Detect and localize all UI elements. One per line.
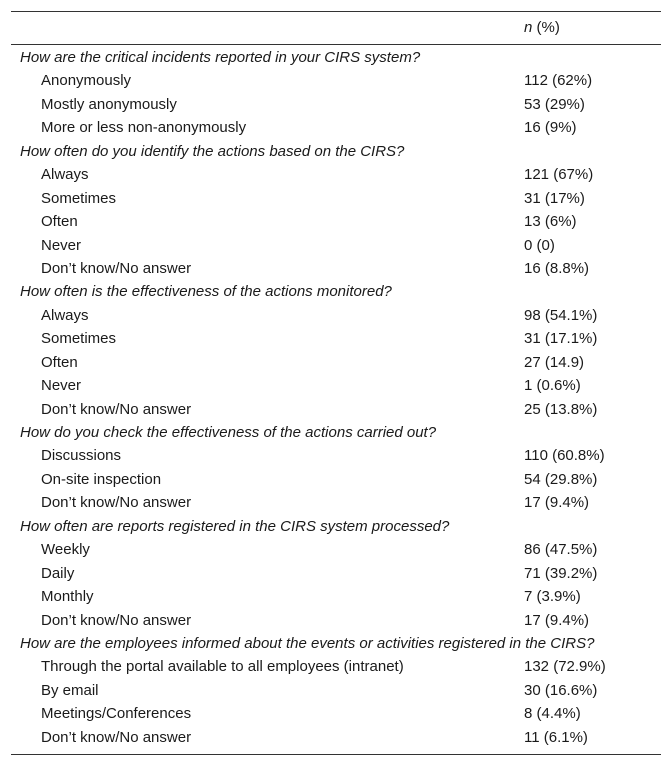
- answer-label: Don’t know/No answer: [41, 494, 192, 512]
- answer-row: [11, 327, 661, 350]
- answer-row: [11, 304, 661, 327]
- answer-value: 53 (29%): [524, 95, 585, 113]
- answer-row: [11, 726, 661, 749]
- answer-value: 112 (62%): [524, 72, 593, 90]
- answer-value: 16 (9%): [524, 119, 577, 137]
- question-text: How often is the effectiveness of the actions monitored?: [20, 283, 392, 301]
- answer-label: Never: [41, 236, 82, 254]
- answer-value: 17 (9.4%): [524, 494, 590, 512]
- answer-label: Often: [41, 213, 78, 231]
- answer-row: [11, 374, 661, 397]
- answer-row: [11, 444, 661, 467]
- question-row: [11, 632, 661, 655]
- answer-value: 11 (6.1%): [524, 728, 588, 746]
- answer-value: 121 (67%): [524, 166, 594, 184]
- question-text: How often do you identify the actions based on the CIRS?: [20, 142, 405, 160]
- answer-row: [11, 538, 661, 561]
- answer-value: 8 (4.4%): [524, 705, 581, 723]
- answer-label: Anonymously: [41, 72, 132, 90]
- answer-row: [11, 468, 661, 491]
- answer-row: [11, 187, 661, 210]
- answer-row: [11, 562, 661, 585]
- answer-value: 71 (39.2%): [524, 564, 598, 582]
- answer-row: [11, 257, 661, 280]
- answer-value: 17 (9.4%): [524, 611, 590, 629]
- answer-label: Don’t know/No answer: [41, 400, 192, 418]
- answer-label: More or less non-anonymously: [41, 119, 247, 137]
- question-row: [11, 421, 661, 444]
- question-row: [11, 280, 661, 303]
- answer-label: Mostly anonymously: [41, 95, 177, 113]
- answer-label: Through the portal available to all employees (intranet): [41, 658, 404, 676]
- answer-row: [11, 491, 661, 514]
- answer-row: [11, 116, 661, 139]
- answer-label: Weekly: [41, 541, 90, 559]
- answer-value: 16 (8.8%): [524, 259, 590, 277]
- answer-row: [11, 609, 661, 632]
- answer-value: 13 (6%): [524, 213, 577, 231]
- answer-row: [11, 234, 661, 257]
- answer-value: 86 (47.5%): [524, 541, 598, 559]
- question-row: [11, 140, 661, 163]
- answer-value: 31 (17.1%): [524, 330, 598, 348]
- question-text: How often are reports registered in the CIRS system processed?: [20, 517, 450, 535]
- question-text: How are the employees informed about the events or activities registered in the CIRS?: [20, 634, 595, 652]
- answer-row: [11, 585, 661, 608]
- answer-label: Never: [41, 377, 82, 395]
- answer-label: Discussions: [41, 447, 122, 465]
- answer-label: Don’t know/No answer: [41, 728, 192, 746]
- answer-row: [11, 398, 661, 421]
- answer-value: 98 (54.1%): [524, 306, 598, 324]
- answer-label: Always: [41, 306, 89, 324]
- survey-table: [11, 11, 661, 755]
- answer-value: 31 (17%): [524, 189, 585, 207]
- answer-row: [11, 163, 661, 186]
- answer-row: [11, 702, 661, 725]
- table-header: [11, 12, 661, 45]
- question-text: How do you check the effectiveness of the actions carried out?: [20, 424, 437, 441]
- answer-label: Sometimes: [41, 330, 117, 348]
- answer-label: Monthly: [41, 588, 94, 606]
- answer-row: [11, 69, 661, 92]
- question-row: [11, 515, 661, 538]
- answer-row: [11, 679, 661, 702]
- answer-label: Don’t know/No answer: [41, 259, 192, 277]
- column-header-n-percent: [524, 19, 560, 37]
- answer-label: On-site inspection: [41, 470, 162, 488]
- n-symbol: n: [524, 19, 533, 36]
- answer-value: 27 (14.9): [524, 353, 585, 371]
- answer-label: Always: [41, 166, 89, 184]
- percent-label: (%): [532, 19, 560, 36]
- answer-value: 1 (0.6%): [524, 377, 581, 395]
- answer-value: 132 (72.9%): [524, 658, 606, 676]
- question-row: [11, 46, 661, 69]
- answer-value: 0 (0): [524, 236, 555, 254]
- answer-label: Daily: [41, 564, 75, 582]
- answer-value: 54 (29.8%): [524, 470, 598, 488]
- answer-row: [11, 93, 661, 116]
- answer-row: [11, 351, 661, 374]
- answer-row: [11, 210, 661, 233]
- answer-value: 30 (16.6%): [524, 681, 598, 699]
- answer-label: Meetings/Conferences: [41, 705, 192, 723]
- answer-row: [11, 655, 661, 678]
- answer-label: Don’t know/No answer: [41, 611, 192, 629]
- answer-label: Often: [41, 353, 78, 371]
- question-text: How are the critical incidents reported in your CIRS system?: [20, 49, 421, 66]
- answer-value: 110 (60.8%): [524, 447, 605, 465]
- answer-value: 25 (13.8%): [524, 400, 598, 418]
- answer-label: Sometimes: [41, 189, 117, 207]
- answer-value: 7 (3.9%): [524, 588, 581, 606]
- table-body: [11, 45, 661, 754]
- answer-label: By email: [41, 681, 99, 699]
